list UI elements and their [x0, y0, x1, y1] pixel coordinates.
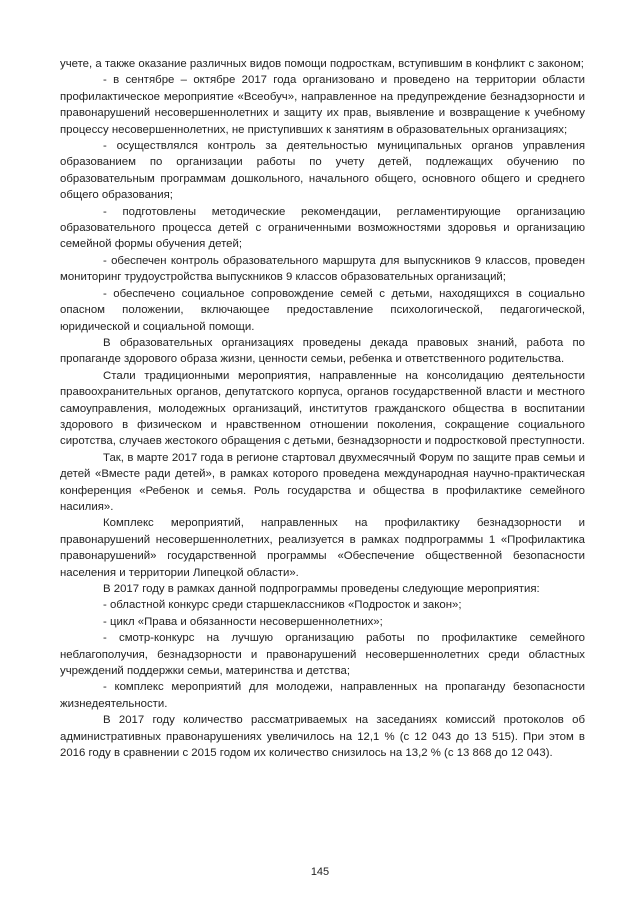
document-body — [60, 56, 585, 761]
paragraph-program: Комплекс мероприятий, направленных на профилактику безнадзорности и правонарушений несовершеннолетних, реализуется в рамках подпрограммы 1 «Профилактика правонарушений» государственной программы «Обеспечение общественной безопасности населения и территории Липецкой области». — [60, 517, 585, 579]
list-item-social-support: - обеспечено социальное сопровождение семей с детьми, находящихся в социально опасном положении, включающее предоставление психологической, педагогической, юридической и социальной помощи. — [60, 287, 585, 333]
list-item-graduates: - обеспечен контроль образовательного маршрута для выпускников 9 классов, проведен мониторинг трудоустройства выпускников 9 классов образовательных организаций; — [60, 254, 585, 284]
paragraph-forum: Так, в марте 2017 года в регионе стартовал двухмесячный Форум по защите прав семьи и детей «Вместе ради детей», в рамках которого проведена международная научно-практическая конференция «Ребенок и семья. Роль государства и общества в профилактике семейного насилия». — [60, 451, 585, 513]
list-item-recommendations: - подготовлены методические рекомендации, регламентирующие организацию образовательного процесса детей с ограниченными возможностями здоровья и организацию семейной формы обучения детей; — [60, 205, 585, 251]
list-item-contest: - областной конкурс среди старшеклассников «Подросток и закон»; — [103, 599, 462, 612]
list-item-youth-complex: - комплекс мероприятий для молодежи, направленных на пропаганду безопасности жизнедеятельности. — [60, 681, 585, 710]
list-item-review-contest: - смотр-конкурс на лучшую организацию работы по профилактике семейного неблагополучия, безнадзорности и правонарушений несовершеннолетних среди областных учреждений поддержки семьи, материнства и детства; — [60, 632, 585, 678]
paragraph-traditional-events: Стали традиционными мероприятия, направленные на консолидацию деятельности правоохранительных органов, депутатского корпуса, органов государственной власти и местного самоуправления, молодежных организаций, институтов гражданского общества в воспитании здорового в физическом и нравственном отношении поколения, сокращение социального сиротства, случаев жестокого обращения с детьми, безнадзорности и подростковой преступности. — [60, 369, 585, 448]
paragraph-legal-decade: В образовательных организациях проведены декада правовых знаний, работа по пропаганде здорового образа жизни, ценности семьи, ребенка и ответственного родительства. — [60, 336, 585, 366]
list-item-vseobuch: - в сентябре – октябре 2017 года организовано и проведено на территории области профилактическое мероприятие «Всеобуч», направленное на предупреждение безнадзорности и правонарушений несовершеннолетних и защиту их прав, выявление и возвращение к учебному процессу несовершеннолетних, не приступивших к занятиям в образовательных организациях; — [60, 74, 585, 136]
list-item-cycle: - цикл «Права и обязанности несовершеннолетних»; — [103, 615, 383, 628]
page-number: 145 — [310, 866, 330, 878]
list-item-control: - осуществлялся контроль за деятельностью муниципальных органов управления образованием по организации работы по учету детей, подлежащих обучению по образовательным программам дошкольного, начального общего, основного общего и среднего общего образования; — [60, 140, 585, 202]
paragraph-continuation: учете, а также оказание различных видов помощи подросткам, вступившим в конфликт с законом; — [60, 58, 584, 70]
paragraph-events-intro: В 2017 году в рамках данной подпрограммы проведены следующие мероприятия: — [103, 583, 540, 595]
paragraph-statistics: В 2017 году количество рассматриваемых на заседаниях комиссий протоколов об административных правонарушениях увеличилось на 12,1 % (с 12 043 до 13 515). При этом в 2016 году в сравнении с 2015 годом их количество снизилось на 13,2 % (с 13 868 до 12 043). — [60, 714, 585, 760]
